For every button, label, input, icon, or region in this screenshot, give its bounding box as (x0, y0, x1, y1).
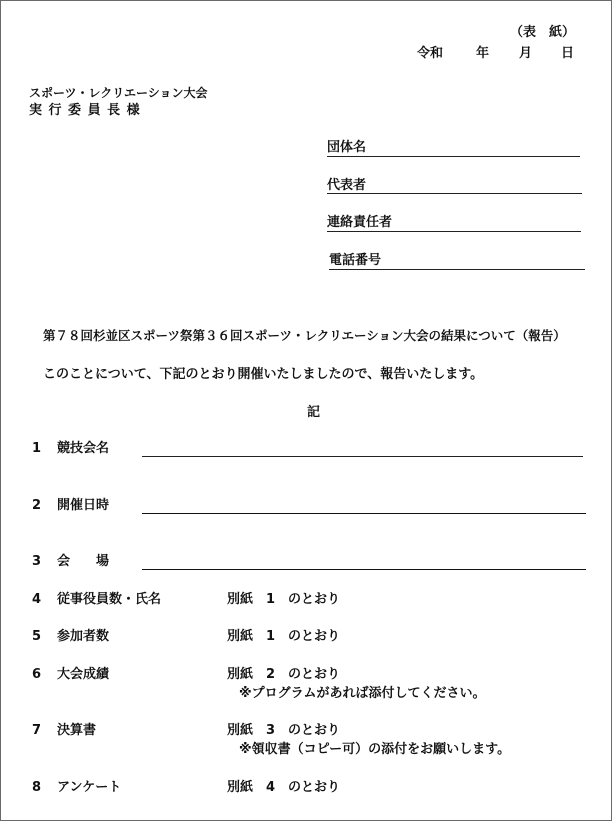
ki-heading: 記 (307, 405, 321, 420)
field-line-phone[interactable] (329, 269, 585, 270)
item-number: 5 (32, 629, 42, 644)
item-number: 1 (32, 441, 42, 456)
addressee-recipient: 実 行 委 員 長 様 (29, 103, 141, 118)
item-number: 7 (32, 723, 42, 738)
item-note: ※領収書（コピー可）の添付をお願いします。 (239, 742, 511, 757)
item-label-results: 大会成績 (57, 667, 110, 682)
item-number: 4 (32, 592, 42, 607)
document-title: 第７８回杉並区スポーツ祭第３６回スポーツ・レクリエーション大会の結果について（報告） (43, 328, 566, 343)
item-attachment: 別紙 1 のとおり (227, 592, 341, 607)
item-number: 6 (32, 667, 42, 682)
field-label-group-name: 団体名 (327, 140, 367, 155)
field-label-phone: 電話番号 (329, 253, 382, 268)
item-number: 8 (32, 780, 42, 795)
item-line-date-time[interactable] (142, 513, 586, 514)
item-note: ※プログラムがあれば添付してください。 (239, 686, 486, 701)
field-line-representative[interactable] (327, 193, 582, 194)
item-label-survey: アンケート (57, 780, 122, 795)
date-era: 令和 (417, 46, 444, 61)
date-month: 月 (519, 46, 533, 61)
field-label-representative: 代表者 (327, 178, 367, 193)
field-line-group-name[interactable] (327, 156, 580, 157)
item-label-participants: 参加者数 (57, 629, 110, 644)
addressee-organization: スポーツ・レクリエーション大会 (29, 86, 208, 100)
cover-label: （表 紙） (510, 25, 576, 40)
item-label-financial-statement: 決算書 (57, 723, 97, 738)
date-day: 日 (561, 46, 575, 61)
date-year: 年 (476, 46, 490, 61)
item-attachment: 別紙 4 のとおり (227, 780, 341, 795)
field-line-contact-person[interactable] (327, 231, 581, 232)
item-label-staff: 従事役員数・氏名 (57, 592, 162, 607)
item-attachment: 別紙 1 のとおり (227, 629, 341, 644)
item-label-venue: 会 場 (57, 554, 110, 569)
item-line-venue[interactable] (142, 569, 586, 570)
item-number: 2 (32, 498, 42, 513)
item-label-date-time: 開催日時 (57, 498, 110, 513)
item-line-event-name[interactable] (142, 456, 583, 457)
item-label-event-name: 競技会名 (57, 441, 110, 456)
item-attachment: 別紙 2 のとおり (227, 667, 341, 682)
field-label-contact-person: 連絡責任者 (327, 215, 393, 230)
document-intro: このことについて、下記のとおり開催いたしましたので、報告いたします。 (43, 367, 484, 382)
item-number: 3 (32, 554, 42, 569)
item-attachment: 別紙 3 のとおり (227, 723, 341, 738)
